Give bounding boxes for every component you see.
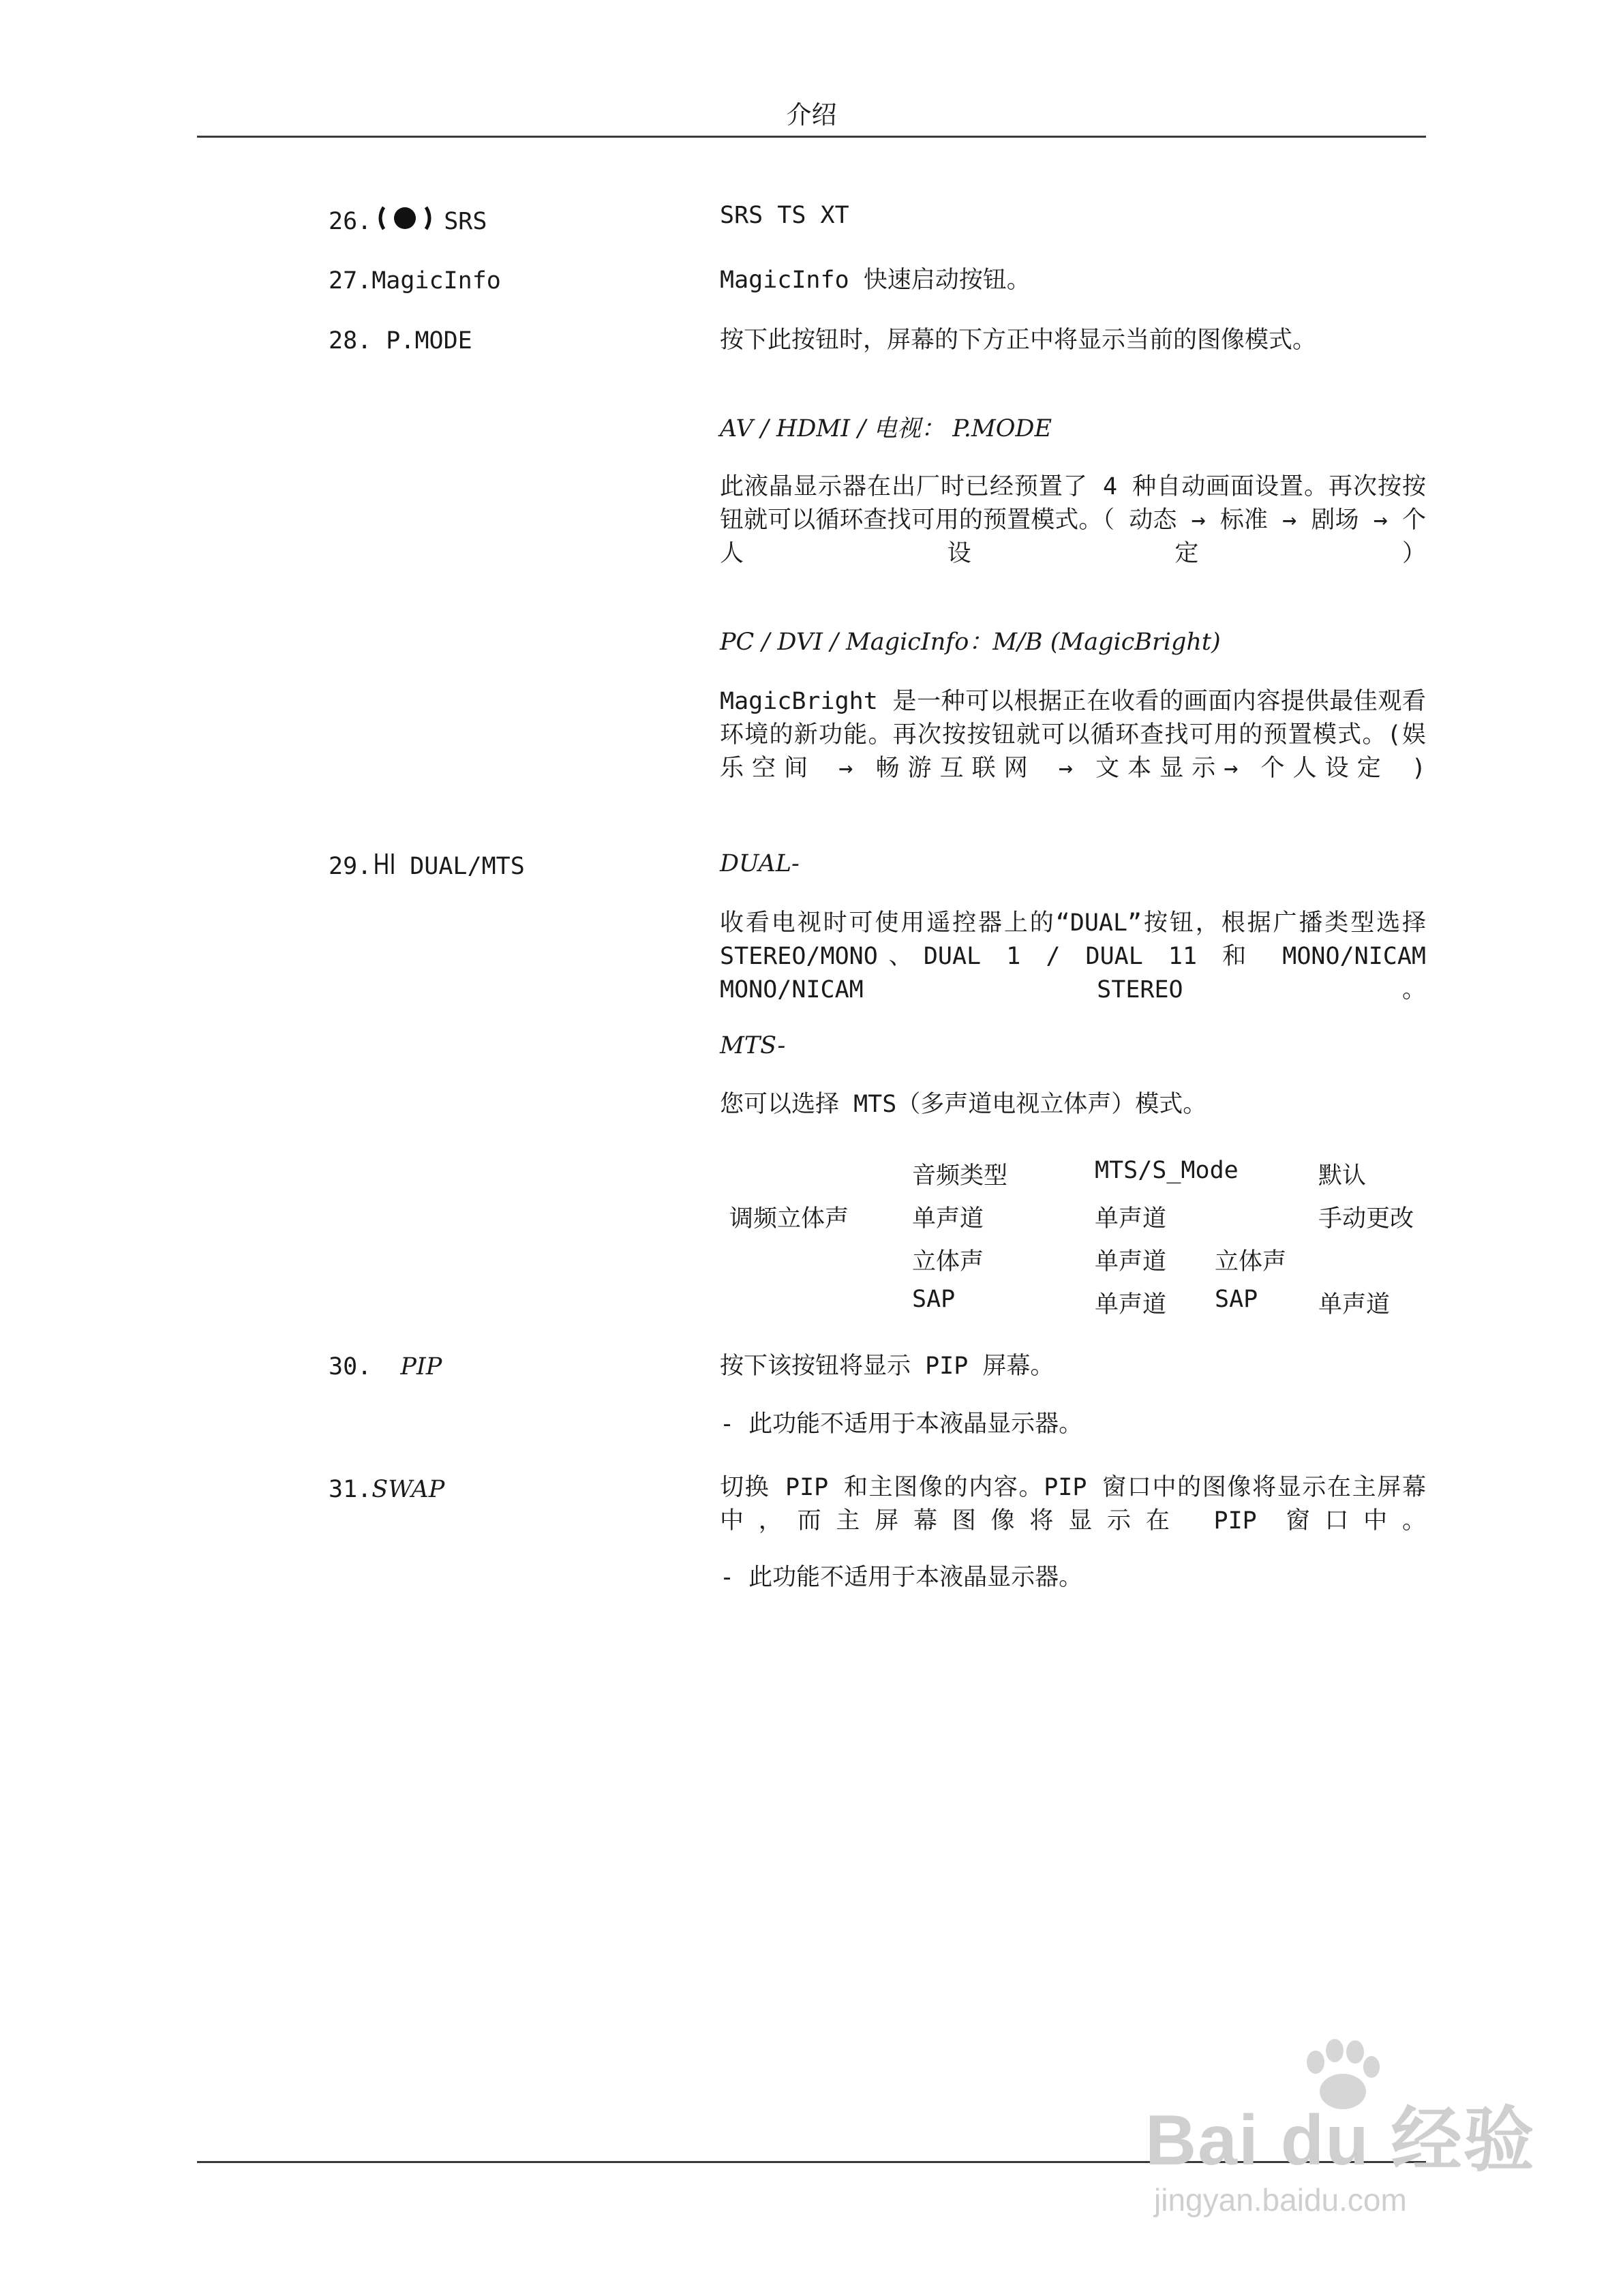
item-31-description: 切换 PIP 和主图像的内容。PIP 窗口中的图像将显示在主屏幕中，而主屏幕图像将显示在 PIP 窗口中。 (720, 1474, 1426, 1535)
item-31-label (329, 1476, 444, 1503)
page-header-title: 介绍 (786, 100, 837, 130)
item-29-dual-text: 收看电视时可使用遥控器上的“DUAL”按钮，根据广播类型选择 STEREO/MONO、DUAL 1 / DUAL 11 和 MONO/NICAM MONO/NICAM STEREO。 (720, 909, 1426, 1003)
item-label: SWAP (371, 1476, 445, 1503)
item-label: DUAL/MTS (410, 853, 525, 880)
item-28-label (329, 327, 472, 354)
item-28-av-text: 此液晶显示器在出厂时已经预置了 4 种自动画面设置。再次按按钮就可以循环查找可用的预置模式。（ 动态 → 标准 → 剧场 → 个人设定） (720, 473, 1426, 567)
item-31-note: - 此功能不适用于本液晶显示器。 (720, 1564, 1083, 1591)
item-label: MagicInfo (371, 267, 501, 294)
item-28-pc-text: MagicBright 是一种可以根据正在收看的画面内容提供最佳观看环境的新功能。再次按按钮就可以循环查找可用的预置模式。(娱乐空间 → 畅游互联网 → 文本显示→ 个人设定 ) (720, 688, 1426, 782)
item-number: 31. (329, 1476, 372, 1503)
item-26-label (329, 205, 487, 238)
table-row-label: 调频立体声 (729, 1205, 849, 1233)
table-header: MTS/S_Mode (1095, 1157, 1239, 1184)
table-cell: 立体声 (912, 1248, 984, 1275)
item-27-label (329, 267, 501, 294)
item-number: 28. (329, 327, 372, 354)
table-header: 默认 (1318, 1162, 1367, 1190)
item-29-mts-heading: MTS- (720, 1032, 786, 1059)
srs-icon (376, 205, 434, 238)
table-cell: 单声道 (912, 1205, 984, 1233)
item-30-note: - 此功能不适用于本液晶显示器。 (720, 1410, 1083, 1438)
table-cell: SAP (912, 1286, 956, 1313)
item-29-mts-text: 您可以选择 MTS（多声道电视立体声）模式。 (720, 1091, 1207, 1118)
dual-icon (374, 852, 395, 881)
table-cell: 单声道 (1095, 1248, 1167, 1275)
table-header: 音频类型 (912, 1162, 1008, 1190)
item-29-dual-heading: DUAL- (720, 850, 800, 877)
item-28-description: 按下此按钮时，屏幕的下方正中将显示当前的图像模式。 (720, 327, 1317, 354)
item-number: 26. (329, 208, 372, 235)
table-cell: 立体声 (1215, 1248, 1287, 1275)
watermark-logo: Bai du 经验 (1145, 2101, 1536, 2180)
item-29-label (329, 852, 525, 881)
item-30-description: 按下该按钮将显示 PIP 屏幕。 (720, 1353, 1055, 1380)
item-27-description: MagicInfo 快速启动按钮。 (720, 267, 1031, 294)
item-30-label (329, 1353, 442, 1380)
table-cell: SAP (1215, 1286, 1258, 1313)
table-cell: 单声道 (1095, 1205, 1167, 1233)
header-rule (197, 136, 1426, 138)
table-cell: 手动更改 (1318, 1205, 1414, 1233)
table-cell: 单声道 (1318, 1291, 1391, 1318)
item-number: 27. (329, 267, 372, 294)
item-number: 30. (329, 1353, 372, 1380)
table-cell: 单声道 (1095, 1291, 1167, 1318)
watermark-url: jingyan.baidu.com (1154, 2182, 1407, 2218)
item-28-pc-heading: PC / DVI / MagicInfo：M/B (MagicBright) (720, 629, 1221, 656)
item-label: PIP (400, 1353, 442, 1380)
item-26-description: SRS TS XT (720, 202, 849, 229)
item-28-av-heading: AV / HDMI / 电视： P.MODE (720, 415, 1052, 442)
item-number: 29. (329, 853, 372, 880)
item-label: P.MODE (386, 327, 472, 354)
item-label: SRS (444, 208, 487, 235)
